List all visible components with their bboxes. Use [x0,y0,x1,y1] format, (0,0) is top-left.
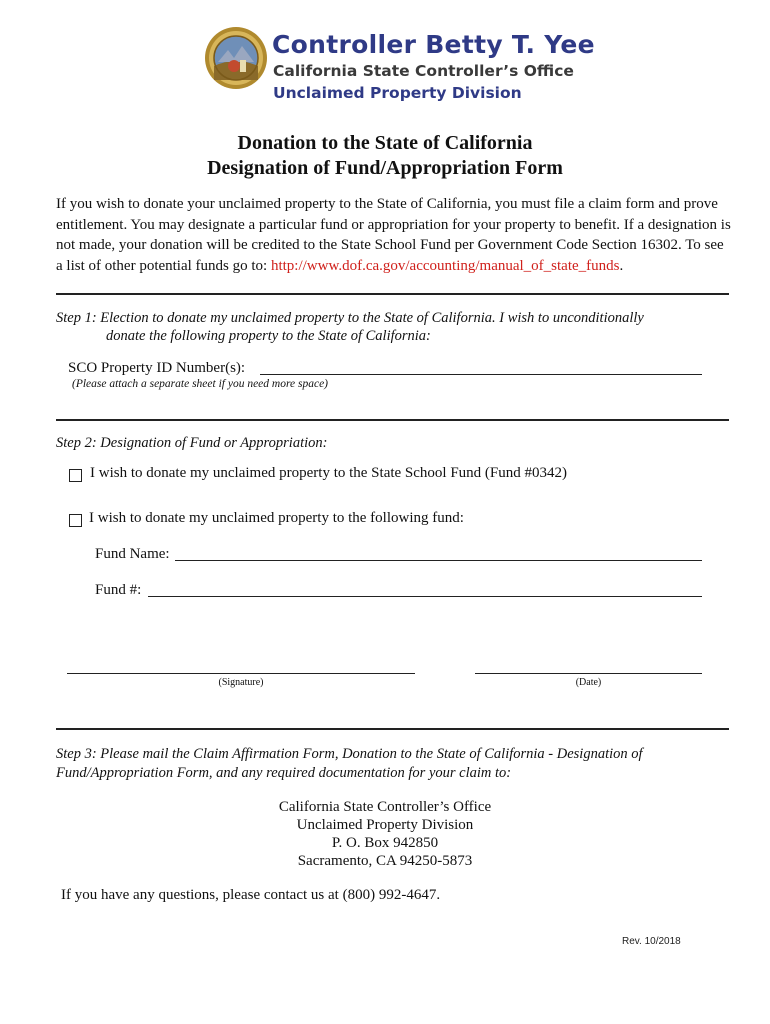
intro-end: . [619,257,624,274]
fund-name-underline [175,560,702,561]
fund-name-label: Fund Name: [95,546,170,562]
other-fund-checkbox[interactable] [69,514,82,527]
contact-text: If you have any questions, please contact us at (800) 992-4647. [61,887,441,903]
property-id-underline [260,374,702,375]
step1-line-1: Step 1: Election to donate my unclaimed property to the State of California. I wish to unconditionally [56,310,644,326]
letterhead-office: California State Controller’s Office [273,62,574,80]
mailing-address-line-4: Sacramento, CA 94250-5873 [297,853,473,869]
divider [56,728,729,730]
property-id-label: SCO Property ID Number(s): [68,360,246,376]
mailing-address-line-2: Unclaimed Property Division [296,817,474,833]
divider [56,293,729,295]
form-title-line-2: Designation of Fund/Appropriation Form [207,157,563,179]
step2-heading: Step 2: Designation of Fund or Appropriation: [56,435,328,451]
signature-line[interactable] [67,673,415,674]
letterhead-title: Controller Betty T. Yee [272,30,595,59]
intro-paragraph [56,194,731,276]
letterhead-division: Unclaimed Property Division [273,84,522,102]
intro-text: If you wish to donate your unclaimed property to the State of California, you must file a claim form and prove entitlement. You may designate a particular fund or appropriation for your property to benefit. If a designation is not made, your donation will be credited to the State School Fund per Government Code Section 16302. To see a list of other potential funds go to: [56,196,731,274]
date-caption: (Date) [575,677,602,688]
mailing-address-line-3: P. O. Box 942850 [331,835,439,851]
step1-line-2: donate the following property to the State of California: [106,328,431,344]
fund-number-underline [148,596,702,597]
state-funds-link[interactable]: http://www.dof.ca.gov/accounting/manual_of_state_funds [270,257,620,274]
form-title-line-1: Donation to the State of California [237,132,533,154]
school-fund-checkbox[interactable] [69,469,82,482]
school-fund-option-label: I wish to donate my unclaimed property to the State School Fund (Fund #0342) [90,465,568,481]
signature-caption: (Signature) [218,677,264,688]
step3-line-2: Fund/Appropriation Form, and any required documentation for your claim to: [56,765,512,781]
fund-number-label: Fund #: [95,582,142,598]
property-id-note: (Please attach a separate sheet if you need more space) [72,378,329,390]
step3-line-1: Step 3: Please mail the Claim Affirmation Form, Donation to the State of California - Designation of [56,746,643,762]
revision-label: Rev. 10/2018 [622,936,681,947]
divider [56,419,729,421]
state-seal-icon [204,26,268,90]
other-fund-option-label: I wish to donate my unclaimed property to the following fund: [89,510,464,526]
mailing-address-line-1: California State Controller’s Office [278,799,492,815]
date-line[interactable] [475,673,702,674]
